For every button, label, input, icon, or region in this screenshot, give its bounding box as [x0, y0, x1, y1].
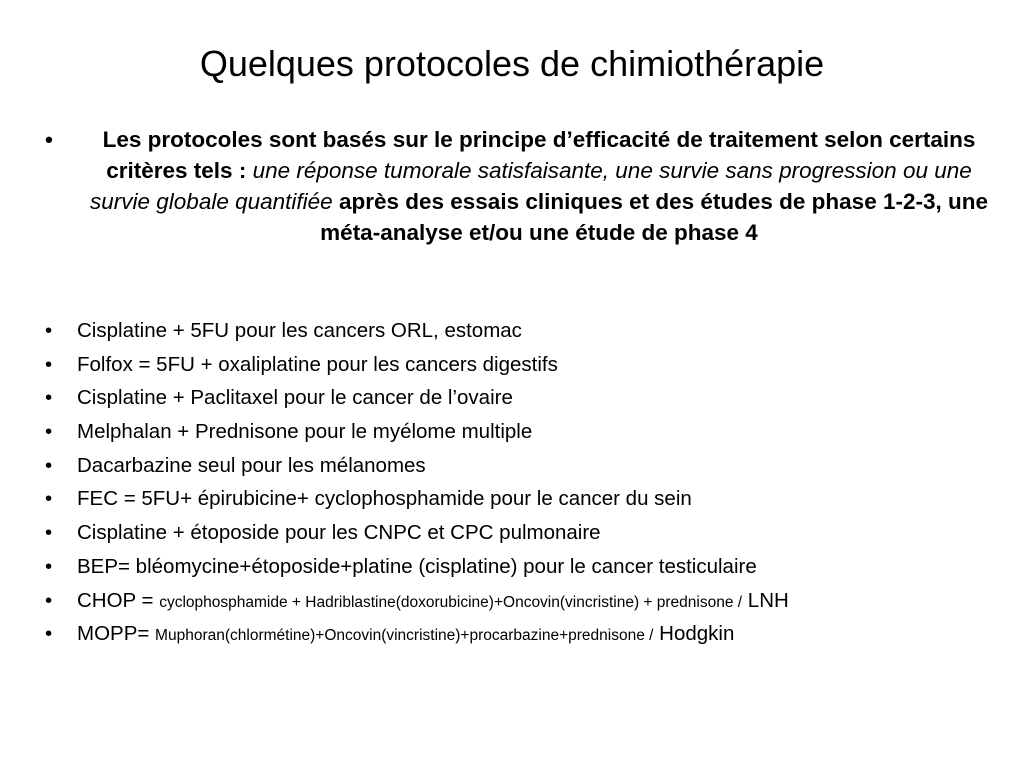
slide-title: Quelques protocoles de chimiothérapie — [199, 43, 825, 84]
protocol-text: Cisplatine + 5FU pour les cancers ORL, estomac — [77, 319, 522, 342]
protocol-text: Cisplatine + Paclitaxel pour le cancer de l’ovaire — [77, 386, 513, 410]
protocol-text: BEP= bléomycine+étoposide+platine (cisplatine) pour le cancer testiculaire — [77, 554, 757, 578]
bullet-icon: • — [45, 319, 53, 342]
protocol-name: MOPP= — [77, 622, 150, 646]
bullet-icon: • — [45, 352, 53, 376]
bullet-icon: • — [45, 453, 53, 477]
protocol-detail: Muphoran(chlormétine)+Oncovin(vincristine)+procarbazine+prednisone / — [155, 627, 654, 645]
protocol-indication: Hodgkin — [659, 622, 735, 646]
bullet-icon: • — [45, 588, 53, 612]
intro-italic-outcomes: une réponse tumorale satisfaisante, une survie sans progression ou une survie globale quantifiée — [90, 158, 972, 214]
protocol-item-melphalan-prednisone — [45, 417, 1005, 451]
protocol-item-fec — [45, 484, 1005, 518]
intro-bold-criteria: Les protocoles sont basés sur le principe d’efficacité de traitement selon certains critères tels : — [102, 127, 976, 183]
bullet-icon: • — [45, 521, 53, 545]
protocol-item-mopp — [45, 619, 1005, 653]
protocol-item-cisplatine-paclitaxel — [45, 383, 1005, 417]
protocol-item-cisplatine-etoposide — [45, 518, 1005, 552]
bullet-icon: • — [45, 622, 53, 646]
bullet-icon: • — [45, 554, 53, 578]
protocol-detail: cyclophosphamide + Hadriblastine(doxorubicine)+Oncovin(vincristine) + prednisone / — [159, 593, 743, 611]
protocol-item-cisplatine-5fu — [45, 316, 1005, 350]
protocol-item-bep — [45, 552, 1005, 586]
protocol-text — [77, 586, 789, 618]
intro-paragraph — [45, 124, 995, 248]
protocol-text: Dacarbazine seul pour les mélanomes — [77, 453, 426, 477]
bullet-icon: • — [45, 386, 53, 410]
protocol-text: Folfox = 5FU + oxaliplatine pour les cancers digestifs — [77, 352, 558, 376]
protocol-item-dacarbazine — [45, 451, 1005, 485]
protocol-indication: LNH — [747, 588, 789, 612]
protocol-text: Melphalan + Prednisone pour le myélome multiple — [77, 420, 533, 444]
bullet-icon: • — [45, 487, 53, 511]
bullet-icon: • — [45, 127, 53, 152]
protocol-text — [77, 619, 734, 651]
protocol-name: CHOP = — [77, 588, 154, 612]
bullet-icon: • — [45, 420, 53, 444]
protocol-list — [45, 316, 1005, 653]
protocol-item-chop — [45, 586, 1005, 620]
protocol-item-folfox — [45, 350, 1005, 384]
protocol-text: Cisplatine + étoposide pour les CNPC et CPC pulmonaire — [77, 521, 601, 545]
protocol-text: FEC = 5FU+ épirubicine+ cyclophosphamide pour le cancer du sein — [77, 487, 692, 511]
intro-text — [83, 124, 995, 248]
intro-bold-trials: après des essais cliniques et des études de phase 1-2-3, une méta-analyse et/ou une étude de phase 4 — [320, 189, 988, 245]
